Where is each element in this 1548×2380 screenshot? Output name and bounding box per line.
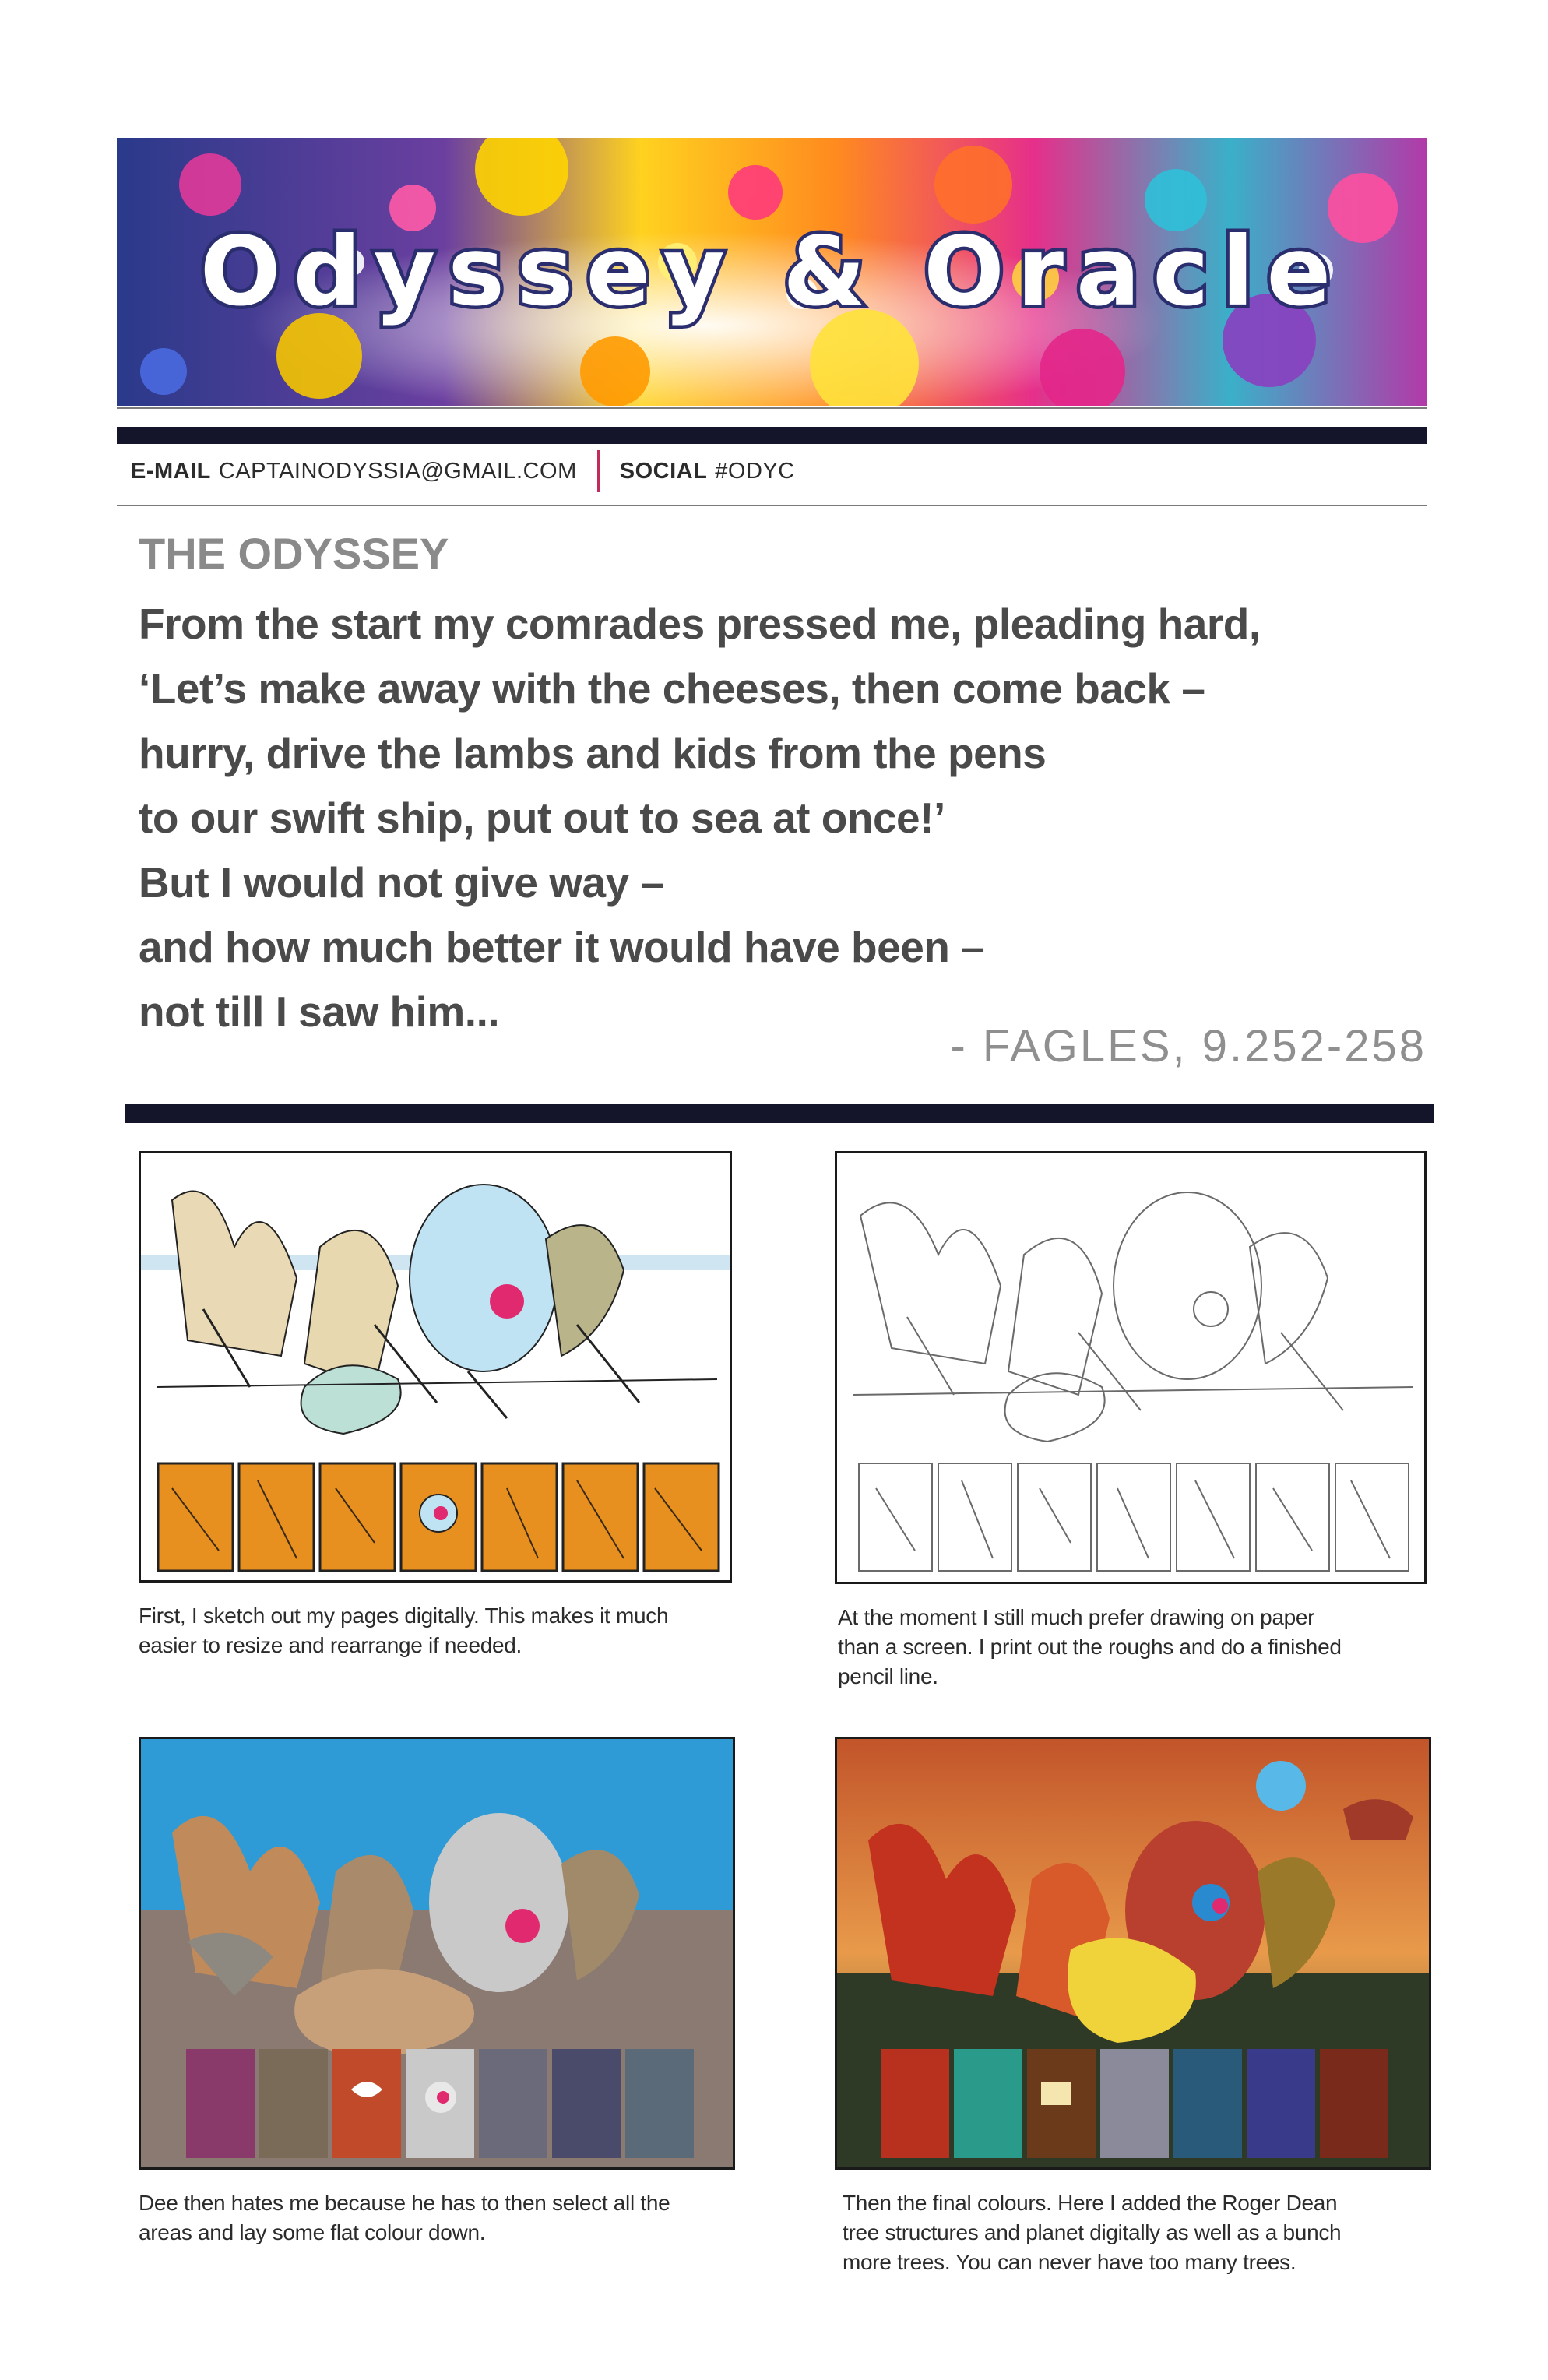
step-image-flat-colours bbox=[139, 1737, 735, 2170]
banner-underline bbox=[117, 407, 1427, 409]
quote-line: ‘Let’s make away with the cheeses, then come back – bbox=[139, 664, 1205, 713]
quote-body bbox=[139, 592, 1261, 1044]
caption-line: pencil line. bbox=[838, 1664, 938, 1688]
step-caption bbox=[838, 1603, 1342, 1692]
caption-line: than a screen. I print out the roughs and do a finished bbox=[838, 1635, 1342, 1659]
caption-line: easier to resize and rearrange if needed. bbox=[139, 1633, 522, 1657]
step-caption bbox=[843, 2188, 1341, 2277]
quote-line: But I would not give way – bbox=[139, 858, 664, 907]
step-caption bbox=[139, 2188, 670, 2248]
banner-title: Odyssey & Oracle bbox=[199, 217, 1344, 327]
quote-line: not till I saw him... bbox=[139, 988, 500, 1036]
social-value: #ODYC bbox=[715, 458, 795, 484]
caption-line: First, I sketch out my pages digitally. This makes it much bbox=[139, 1604, 669, 1628]
contact-bar bbox=[131, 456, 795, 487]
caption-line: Dee then hates me because he has to then select all the bbox=[139, 2191, 670, 2215]
caption-line: Then the final colours. Here I added the Roger Dean bbox=[843, 2191, 1338, 2215]
step-image-final-colours bbox=[835, 1737, 1431, 2170]
contact-separator bbox=[597, 450, 600, 492]
quote-line: From the start my comrades pressed me, pleading hard, bbox=[139, 600, 1261, 648]
quote-line: to our swift ship, put out to sea at once!’ bbox=[139, 794, 945, 842]
step-image-pencil-line bbox=[835, 1151, 1427, 1584]
email-label: E-MAIL bbox=[131, 458, 211, 484]
caption-line: At the moment I still much prefer drawing on paper bbox=[838, 1605, 1315, 1629]
step-image-digital-rough bbox=[139, 1151, 732, 1583]
contact-underline bbox=[117, 505, 1427, 506]
quote-line: hurry, drive the lambs and kids from the pens bbox=[139, 729, 1047, 777]
header-rule bbox=[117, 427, 1427, 444]
quote-citation: - FAGLES, 9.252-258 bbox=[950, 1021, 1427, 1072]
title-banner bbox=[117, 138, 1427, 406]
step-caption bbox=[139, 1601, 668, 1660]
social-label: SOCIAL bbox=[619, 458, 708, 484]
caption-line: areas and lay some flat colour down. bbox=[139, 2220, 486, 2244]
email-value[interactable]: CAPTAINODYSSIA@GMAIL.COM bbox=[218, 458, 577, 484]
caption-line: more trees. You can never have too many trees. bbox=[843, 2250, 1296, 2274]
caption-line: tree structures and planet digitally as well as a bunch bbox=[843, 2220, 1342, 2244]
quote-heading: THE ODYSSEY bbox=[139, 529, 449, 578]
quote-rule bbox=[125, 1104, 1434, 1123]
quote-line: and how much better it would have been – bbox=[139, 923, 985, 971]
